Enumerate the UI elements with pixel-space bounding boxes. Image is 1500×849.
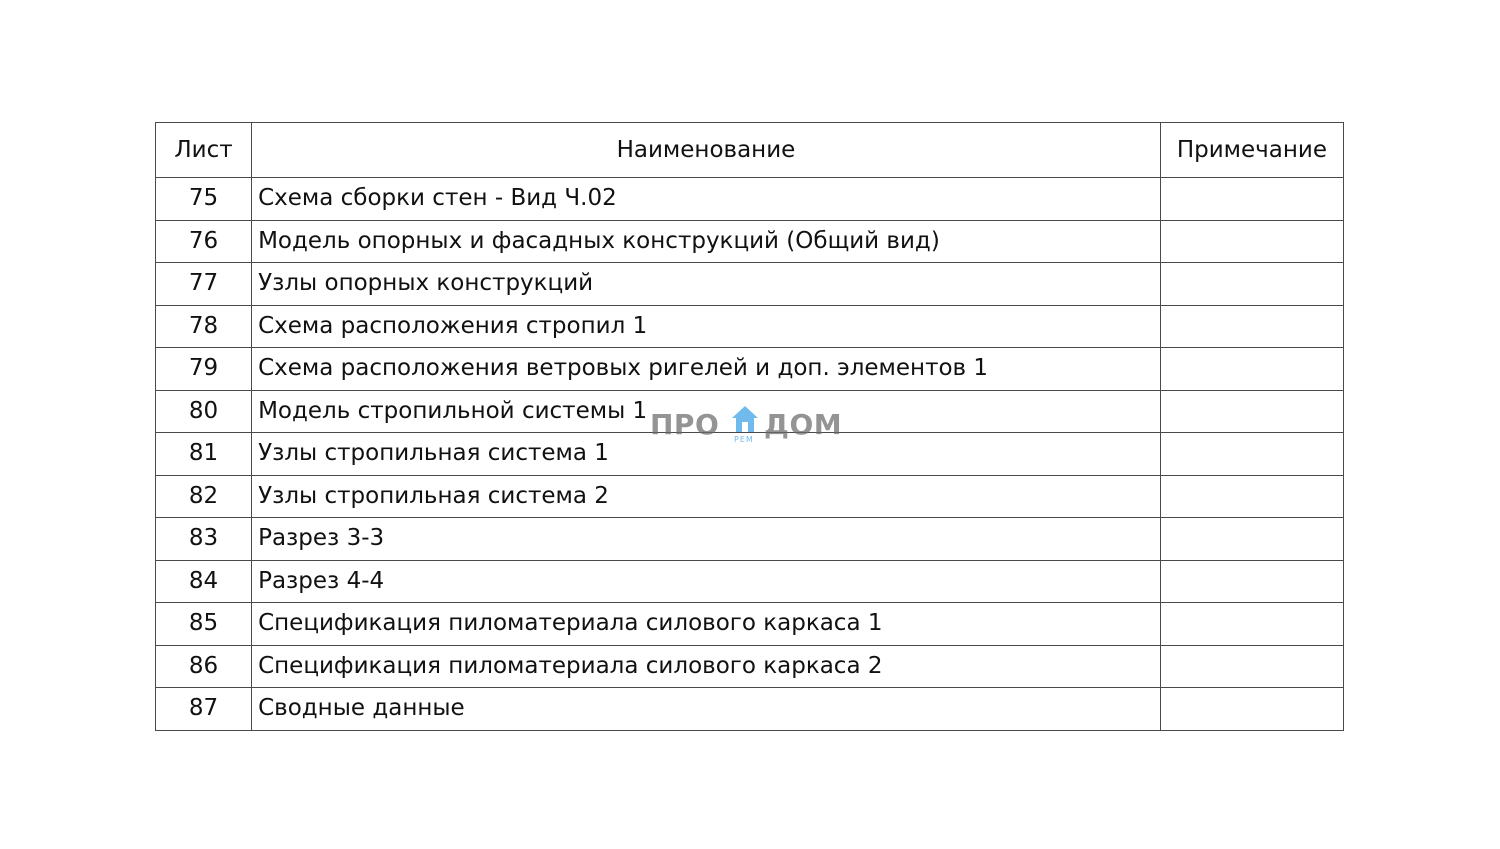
cell-sheet-number: 87 (156, 688, 252, 731)
cell-sheet-name: Спецификация пиломатериала силового каркаса 1 (252, 603, 1161, 646)
header-sheet: Лист (156, 123, 252, 178)
cell-sheet-note (1160, 603, 1343, 646)
cell-sheet-name: Модель опорных и фасадных конструкций (Общий вид) (252, 220, 1161, 263)
cell-sheet-number: 82 (156, 475, 252, 518)
cell-sheet-note (1160, 475, 1343, 518)
cell-sheet-number: 77 (156, 263, 252, 306)
cell-sheet-note (1160, 390, 1343, 433)
cell-sheet-note (1160, 560, 1343, 603)
cell-sheet-number: 78 (156, 305, 252, 348)
cell-sheet-name: Разрез 3-3 (252, 518, 1161, 561)
cell-sheet-note (1160, 688, 1343, 731)
cell-sheet-number: 80 (156, 390, 252, 433)
cell-sheet-number: 75 (156, 178, 252, 221)
table-row (156, 475, 1344, 518)
cell-sheet-name: Разрез 4-4 (252, 560, 1161, 603)
watermark-text-right: ДОМ (764, 408, 843, 441)
table-row (156, 178, 1344, 221)
watermark-text-left: ПРО (650, 408, 720, 441)
cell-sheet-note (1160, 645, 1343, 688)
table-header-row (156, 123, 1344, 178)
table-row (156, 688, 1344, 731)
sheet-list-table (155, 122, 1344, 731)
cell-sheet-note (1160, 433, 1343, 476)
cell-sheet-name: Узлы стропильная система 1 (252, 433, 1161, 476)
cell-sheet-note (1160, 348, 1343, 391)
table-row (156, 390, 1344, 433)
cell-sheet-number: 83 (156, 518, 252, 561)
cell-sheet-number: 79 (156, 348, 252, 391)
cell-sheet-name: Схема расположения стропил 1 (252, 305, 1161, 348)
header-name: Наименование (252, 123, 1161, 178)
table-row (156, 560, 1344, 603)
cell-sheet-name: Схема расположения ветровых ригелей и доп. элементов 1 (252, 348, 1161, 391)
table-row (156, 220, 1344, 263)
cell-sheet-name: Узлы опорных конструкций (252, 263, 1161, 306)
cell-sheet-number: 85 (156, 603, 252, 646)
cell-sheet-name: Схема сборки стен - Вид Ч.02 (252, 178, 1161, 221)
table-row (156, 518, 1344, 561)
cell-sheet-number: 86 (156, 645, 252, 688)
cell-sheet-note (1160, 220, 1343, 263)
cell-sheet-note (1160, 518, 1343, 561)
cell-sheet-number: 81 (156, 433, 252, 476)
cell-sheet-note (1160, 263, 1343, 306)
cell-sheet-name: Спецификация пиломатериала силового каркаса 2 (252, 645, 1161, 688)
table-row (156, 433, 1344, 476)
cell-sheet-name: Сводные данные (252, 688, 1161, 731)
table-row (156, 645, 1344, 688)
table-row (156, 305, 1344, 348)
table-row (156, 263, 1344, 306)
cell-sheet-number: 84 (156, 560, 252, 603)
cell-sheet-name: Узлы стропильная система 2 (252, 475, 1161, 518)
cell-sheet-note (1160, 178, 1343, 221)
watermark-subtext: РЕМ (734, 435, 754, 444)
header-note: Примечание (1160, 123, 1343, 178)
table-row (156, 603, 1344, 646)
table-row (156, 348, 1344, 391)
cell-sheet-number: 76 (156, 220, 252, 263)
cell-sheet-note (1160, 305, 1343, 348)
cell-sheet-name: Модель стропильной системы 1 (252, 390, 1161, 433)
